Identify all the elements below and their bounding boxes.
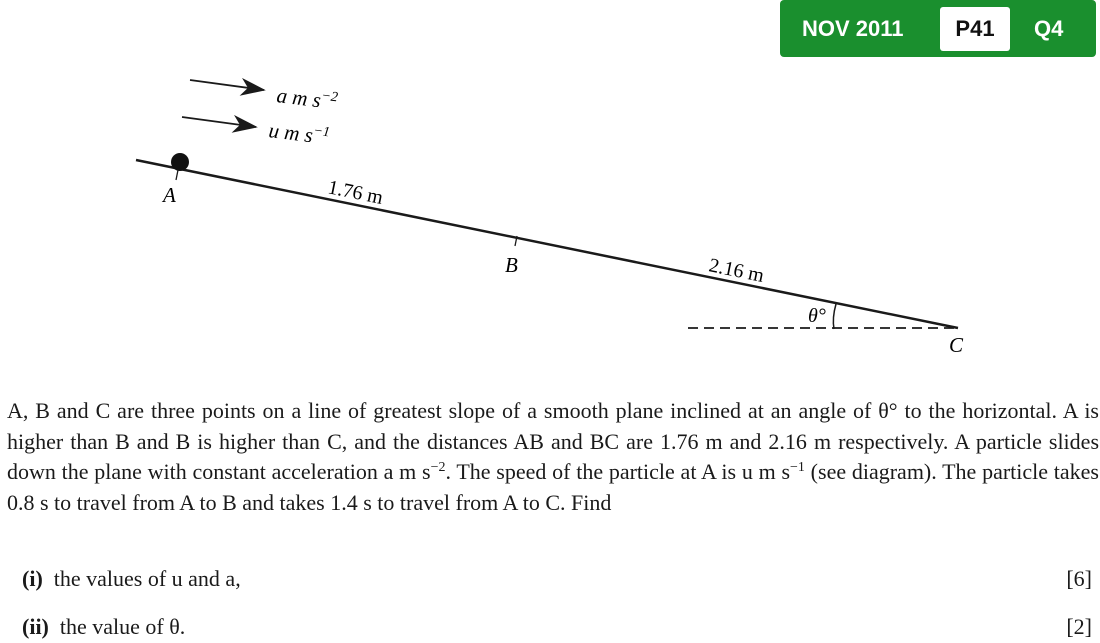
part-ii-marks: [2] (1066, 614, 1092, 639)
distance-ab-label: 1.76 m (326, 176, 385, 209)
paragraph-part-2: 2.16 m respectively. A particle slides down the plane with constant acceleration a m s (7, 428, 1099, 484)
session-label: NOV 2011 (802, 16, 904, 41)
angle-label: θ° (808, 305, 826, 327)
point-b-label: B (505, 253, 518, 277)
part-i (22, 566, 241, 592)
part-i-marks: [6] (1066, 566, 1092, 591)
accel-exponent: −2 (430, 460, 446, 475)
paragraph-part-3: . The speed of the particle at A is u m s (445, 459, 791, 484)
part-i-text: the values of u and a, (53, 566, 241, 591)
part-i-label: (i) (22, 566, 43, 591)
tick-a (176, 170, 178, 180)
paragraph-part-4: (see diagram). The particle takes 0.8 s to travel from A to B and takes 1.4 s to travel from A to C. Find (7, 459, 1099, 515)
speed-exponent: −1 (790, 460, 805, 475)
particle (171, 153, 189, 171)
velocity-arrow (182, 117, 256, 127)
paper-label: P41 (940, 7, 1010, 51)
acceleration-arrow (190, 80, 264, 90)
distance-bc-label: 2.16 m (707, 254, 766, 287)
question-paragraph (7, 396, 1099, 518)
angle-arc (833, 304, 836, 329)
speed-label: u m $s^{-1}$ (267, 118, 331, 148)
paragraph-part-1: A, B and C are three points on a line of greatest slope of a smooth plane inclined at an angle of θ° to the horizontal. A is higher than B and B is higher than C, and the distances AB and BC are 1.76 m and (7, 398, 1099, 454)
point-c-label: C (949, 333, 964, 357)
part-ii-label: (ii) (22, 614, 49, 639)
question-label: Q4 (1034, 16, 1064, 41)
incline-line (136, 160, 958, 328)
acceleration-label: a m $s^{-2}$ (275, 83, 339, 113)
part-ii (22, 614, 185, 640)
point-a-label: A (163, 183, 176, 207)
part-ii-text: the value of θ. (59, 614, 186, 639)
